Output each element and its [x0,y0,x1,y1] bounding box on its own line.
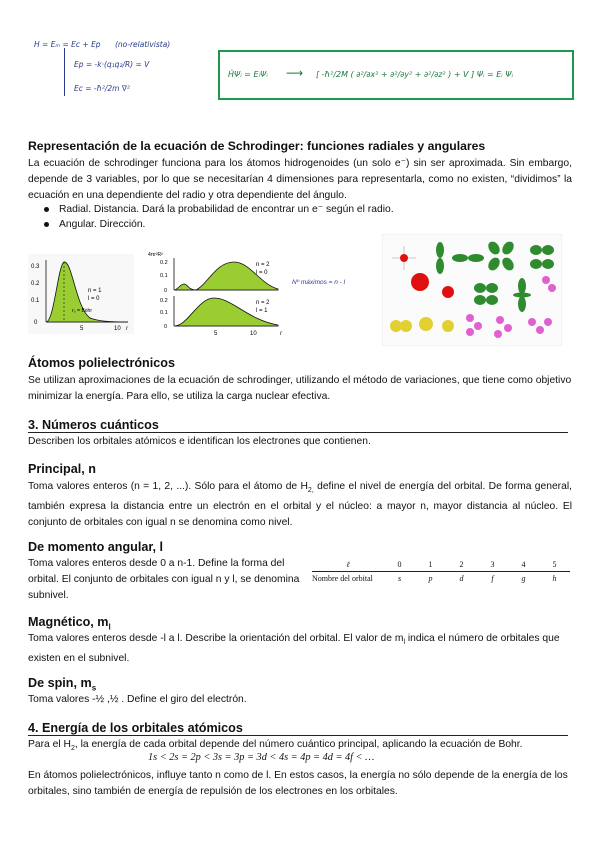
right-bottom-tick1: 0.1 [160,310,168,316]
f-lobe [474,322,482,330]
l-value: 2 [446,558,477,572]
f-lobe [466,314,474,322]
orbital-name: d [459,574,464,583]
l-value: 4 [508,558,539,572]
l-orbital-table [312,558,570,585]
f-lobe [466,328,474,336]
right-axis-y: 4πr²R² [148,252,163,258]
f-lobe [494,330,502,338]
orbital-name: g [521,574,526,583]
right-axis-x: r [280,331,282,337]
d-ring [513,293,531,298]
d-lobe [530,245,542,255]
yellow-lobe [419,317,433,331]
l-value: 3 [477,558,508,572]
energy-subscript: 2 [70,745,75,753]
p-lobe [468,254,484,262]
angular-title: De momento angular, l [28,540,164,554]
hand-hamiltonian: H = Eₘ = Ec + Ep (no-relativista) [34,40,171,49]
right-top-tick2: 0 [164,288,168,294]
schrodinger-paragraph: La ecuación de schrodinger funciona para los átomos hidrogenoides (un solo e⁻) sin ser aproximada. Sin embargo, depende de 3 variables, por lo que se necesitarían 4 dimensiones para representarla, como no existen, “dividimos” la ecuación en una dependiente del radio y otra dependiente del ángulo. [28,158,572,201]
right-top-tick0: 0.2 [160,260,168,266]
energy-intro: Para el $H_2$, la energía de cada orbital depende del número cuántico principal, aplicando la ecuación de Bohr. [28,739,523,753]
s-orbital-small [400,254,408,262]
right-tick-x0: 5 [214,331,218,337]
eq-arrow: ⟶ [286,66,304,80]
right-top-tick1: 0.1 [160,273,168,279]
yellow-lobe [400,320,412,332]
orbital-shapes-figure [382,234,562,346]
orbital-name-label: Nombre del orbital [312,574,373,583]
f-lobe [548,284,556,292]
f-lobe [496,316,504,324]
left-tick-x0: 5 [80,326,84,332]
principal-subscript: 2, [307,487,314,495]
f-lobe [544,318,552,326]
energy-order-formula: 1s < 2s = 2p < 3s = 3p = 3d < 4s = 4p = 4d = 4f < … [148,752,375,763]
right-bottom-n: n = 2 [256,300,270,306]
p-lobe [436,242,444,258]
p-lobe [452,254,468,262]
p-lobe [436,258,444,274]
f-lobe [528,318,536,326]
left-label-rmax: r₀ = Bohr [72,308,92,314]
s-orbital-large [411,273,429,291]
left-axis-x: r [126,326,128,332]
orbital-name: s [397,574,402,583]
hand-kinetic: Ec = -ħ²/2m ∇² [74,84,130,93]
bullet-dot [44,207,49,212]
yellow-lobe [442,320,454,332]
bullet-angular: Angular. Dirección. [44,219,145,230]
magnetic-title: Magnético, $m_l$ [28,615,111,632]
d-lobe [474,283,486,293]
f-lobe [504,324,512,332]
orbital-name: f [491,574,494,583]
principal-paragraph: Toma valores enteros (n = 1, 2, ...). Sólo para el átomo de $H_{2,}$ define el nivel de energía del orbital. De forma general, también expresa la distancia entre un electrón en el orbital y el núcleo: a mayor n, mayor distancia al núcleo. El conjunto de orbitales con igual n se denomina como nivel. [28,481,572,528]
d-lobe [486,283,498,293]
angular-paragraph: Toma valores enteros desde 0 a n-1. Define la forma del orbital. El conjunto de orbitales con igual n y l, se denomina subnivel. [28,558,300,601]
eq-full: [ -ħ²/2M ( ∂²/∂x² + ∂²/∂y² + ∂²/∂z² ) + V ] Ψᵢ = Eᵢ Ψᵢ [316,70,514,79]
f-lobe [536,326,544,334]
handwritten-notes [34,40,204,112]
orbital-name: h [552,574,557,583]
eq-short: ĤΨᵢ = EᵢΨᵢ [228,70,268,79]
right-bottom-tick0: 0.2 [160,298,168,304]
left-tick-y1: 0.2 [31,281,40,287]
bullet-dot [44,222,49,227]
right-bottom-l: l = 1 [256,308,268,314]
right-top-n: n = 2 [256,262,270,268]
hand-potential: Ep = -k·(q₁q₂/R) = V [74,60,150,69]
left-label-l: l = 0 [88,296,100,302]
left-label-n: n = 1 [88,288,102,294]
right-top-l: l = 0 [256,270,268,276]
d-lobe [518,278,526,294]
schrodinger-equation-box [218,50,574,100]
magnetic-paragraph: Toma valores enteros desde -l a l. Describe la orientación del orbital. El valor de $m_l$ indica el número de orbitales que existen en el subnivel. [28,633,560,664]
l-table-name-row [312,572,570,586]
magnetic-title-sub: l [108,622,111,632]
right-bottom-tick2: 0 [164,324,168,330]
magnetic-subscript: l [403,639,406,647]
f-lobe [542,276,550,284]
section-title-orbital-energy: 4. Energía de los orbitales atómicos [28,721,568,736]
section-title-quantum-numbers: 3. Números cuánticos [28,418,568,433]
left-tick-y2: 0.1 [31,298,40,304]
l-header-label: ℓ [312,558,384,572]
spin-title-sub: s [91,683,97,693]
left-tick-y0: 0.3 [31,264,40,270]
bullet-radial: Radial. Distancia. Dará la probabilidad de encontrar un e⁻ según el radio. [44,203,394,215]
left-tick-x1: 10 [114,326,121,332]
left-tick-y3: 0 [34,320,38,326]
d-lobe [474,295,486,305]
section-title-schrodinger: Representación de la ecuación de Schrodinger: funciones radiales y angulares [28,139,486,153]
d-lobe [486,295,498,305]
d-lobe [530,259,542,269]
radial-distribution-figure [28,240,374,340]
l-value: 0 [384,558,415,572]
orbital-name: p [428,574,433,583]
max-count-note: Nº máximos = n - l [292,279,346,286]
s-orbital [442,286,454,298]
d-lobe [542,245,554,255]
d-lobe [542,259,554,269]
right-tick-x1: 10 [250,331,257,337]
principal-title: Principal, n [28,462,96,476]
l-value: 1 [415,558,446,572]
spin-title: De spin, $m_s$ [28,676,97,693]
d-lobe [518,296,526,312]
section-title-poli: Átomos polielectrónicos [28,356,175,370]
poli-paragraph: Se utilizan aproximaciones de la ecuación de schrodinger, utilizando el método de variaciones, que tiene como objetivo minimizar la energía. Para ello, se utiliza la carga nuclear efectiva. [28,375,572,402]
l-value: 5 [539,558,570,572]
hand-bracket [64,48,67,96]
l-table-header-row [312,558,570,572]
energy-paragraph: En átomos polielectrónicos, influye tanto n como de l. En estos casos, la energía no sólo depende de la energía de los orbitales, sino también de energía de repulsión de los electrones en los orbitales. [28,770,568,797]
spin-paragraph: Toma valores -½ ,½ . Define el giro del electrón. [28,694,247,705]
quantum-numbers-intro: Describen los orbitales atómicos e identifican los electrones que contienen. [28,436,371,447]
